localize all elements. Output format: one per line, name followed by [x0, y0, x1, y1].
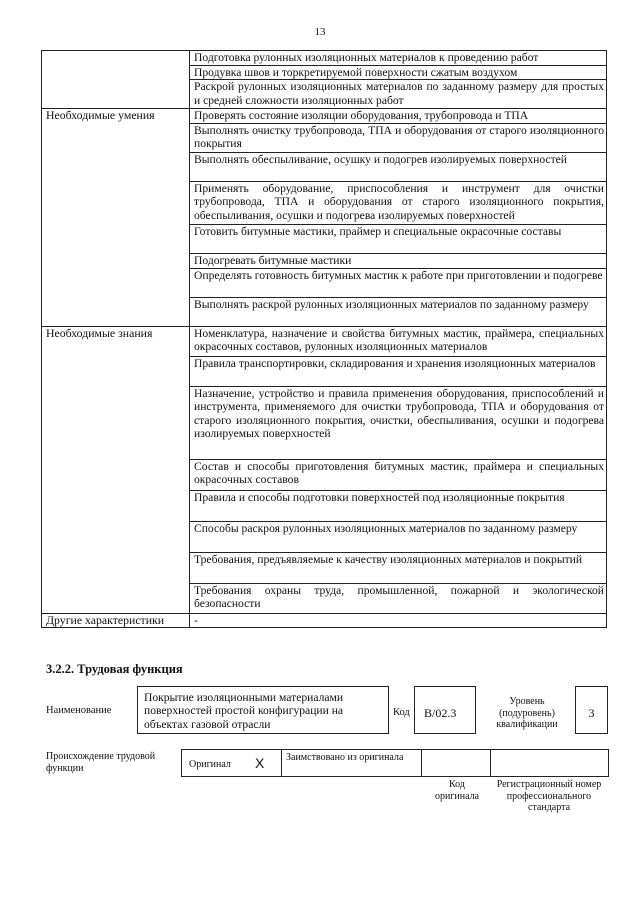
row-text: Применять оборудование, приспособления и инструмент для очистки трубопровода, ТПА и оборудования от старого изоляционного покрытия, обеспыливания, осушки и подогрева изолируемых поверхностей — [190, 181, 607, 224]
cell-divider — [281, 750, 282, 776]
skills-knowledge-table — [41, 50, 607, 628]
function-name: Покрытие изоляционными материалами поверхностей простой конфигурации на объектах газовой отрасли — [144, 691, 344, 731]
row-label: Необходимые умения — [42, 109, 190, 326]
table-row — [42, 51, 607, 66]
row-text: Готовить битумные мастики, праймер и специальные окрасочные составы — [190, 224, 607, 253]
row-text: Раскрой рулонных изоляционных материалов по заданному размеру для простых и средней сложности изоляционных работ — [190, 80, 607, 109]
level-value: 3 — [588, 706, 595, 720]
row-text: Выполнять обеспыливание, осушку и подогрев изолируемых поверхностей — [190, 152, 607, 181]
level-box — [575, 686, 608, 734]
row-text: Требования, предъявляемые к качеству изоляционных материалов и покрытий — [190, 552, 607, 583]
row-text: Назначение, устройство и правила применения оборудования, приспособлений и инструмента, применяемого для очистки трубопровода, ТПА и оборудования от старого изоляционного покрытия, очистки, обеспыливания, осушки и подогрева изолируемых поверхностей — [190, 386, 607, 459]
row-label — [42, 51, 190, 109]
cell-divider — [421, 750, 422, 776]
page-number: 13 — [314, 26, 326, 38]
row-text: - — [190, 613, 607, 627]
original-label: Оригинал — [189, 759, 231, 770]
row-text: Правила транспортировки, складирования и хранения изоляционных материалов — [190, 356, 607, 386]
table-row — [42, 109, 607, 123]
table-row — [42, 326, 607, 356]
code-original-label: Код оригинала — [434, 779, 480, 802]
name-label: Наименование — [46, 705, 112, 716]
function-name-box — [137, 686, 389, 734]
code-box — [414, 686, 476, 734]
row-text: Подогревать битумные мастики — [190, 253, 607, 268]
row-text: Состав и способы приготовления битумных мастик, праймера и специальных окрасочных составов — [190, 459, 607, 490]
row-text: Определять готовность битумных мастик к работе при приготовлении и подогреве — [190, 268, 607, 297]
borrowed-label: Заимствовано из оригинала — [286, 752, 404, 763]
table-row — [42, 613, 607, 627]
section-title: 3.2.2. Трудовая функция — [46, 662, 183, 676]
row-text: Подготовка рулонных изоляционных материалов к проведению работ — [190, 51, 607, 66]
row-label: Необходимые знания — [42, 326, 190, 613]
row-text: Номенклатура, назначение и свойства битумных мастик, праймера, специальных окрасочных составов, рулонных изоляционных материалов — [190, 326, 607, 356]
row-text: Требования охраны труда, промышленной, пожарной и экологической безопасности — [190, 583, 607, 613]
level-label: Уровень (подуровень) квалификации — [496, 696, 558, 730]
cell-divider — [490, 750, 491, 776]
code-label: Код — [393, 707, 410, 718]
original-mark: X — [255, 755, 265, 771]
row-text: Выполнять очистку трубопровода, ТПА и оборудования от старого изоляционного покрытия — [190, 123, 607, 152]
reg-number-label: Регистрационный номер профессионального стандарта — [496, 779, 602, 813]
origin-label: Происхождение трудовой функции — [46, 751, 156, 774]
code-value: B/02.3 — [424, 706, 457, 720]
row-text: Правила и способы подготовки поверхностей под изоляционные покрытия — [190, 490, 607, 521]
row-text: Способы раскроя рулонных изоляционных материалов по заданному размеру — [190, 521, 607, 552]
row-text: Проверять состояние изоляции оборудования, трубопровода и ТПА — [190, 109, 607, 123]
row-text: Выполнять раскрой рулонных изоляционных материалов по заданному размеру — [190, 297, 607, 326]
origin-table — [181, 749, 609, 777]
row-label: Другие характеристики — [42, 613, 190, 627]
row-text: Продувка швов и торкретируемой поверхности сжатым воздухом — [190, 66, 607, 80]
